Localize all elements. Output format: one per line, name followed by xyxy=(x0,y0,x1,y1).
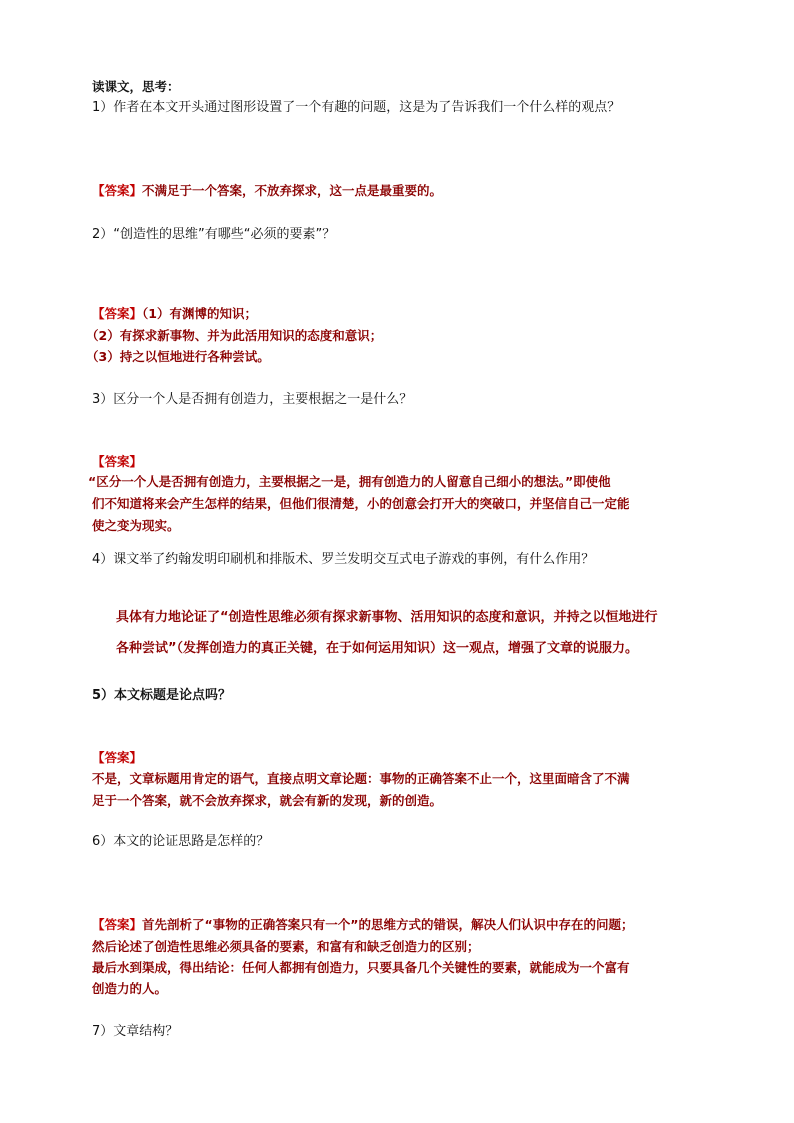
question-2: 2）“创造性的思维”有哪些“必须的要素”？ xyxy=(92,227,336,242)
answer-3-line-3: 使之变为现实。 xyxy=(92,518,180,533)
answer-tag: 【答案】 xyxy=(92,183,143,198)
answer-6-line-1 xyxy=(92,917,633,933)
answer-3-line-1: “区分一个人是否拥有创造力，主要根据之一是，拥有创造力的人留意自己细小的想法。”即使他 xyxy=(88,474,611,489)
answer-1-text: 不满足于一个答案，不放弃探求，这一点是最重要的。 xyxy=(142,183,443,198)
answer-4-line-2: 各种尝试”（发挥创造力的真正关键，在于如何运用知识）这一观点，增强了文章的说服力。 xyxy=(116,641,639,656)
answer-6-line-3: 最后水到渠成，得出结论：任何人都拥有创造力，只要具备几个关键性的要素，就能成为一个富有 xyxy=(92,960,630,975)
section-heading: 读课文，思考： xyxy=(92,79,180,94)
question-7: 7）文章结构？ xyxy=(92,1024,179,1039)
answer-2-text-1: （1）有渊博的知识； xyxy=(142,306,257,321)
answer-6-line-4: 创造力的人。 xyxy=(92,981,168,996)
question-3: 3）区分一个人是否拥有创造力，主要根据之一是什么？ xyxy=(92,392,413,407)
answer-6-text-1: 首先剖析了“事物的正确答案只有一个”的思维方式的错误，解决人们认识中存在的问题； xyxy=(142,917,634,932)
question-5: 5）本文标题是论点吗？ xyxy=(92,688,232,703)
answer-4-line-1: 具体有力地论证了“创造性思维必须有探求新事物、活用知识的态度和意识，并持之以恒地进行 xyxy=(116,610,658,625)
answer-1 xyxy=(92,183,442,199)
answer-3-line-2: 们不知道将来会产生怎样的结果，但他们很清楚，小的创意会打开大的突破口，并坚信自己一定能 xyxy=(92,496,630,511)
answer-tag: 【答案】 xyxy=(92,750,143,765)
answer-2-line-3: （3）持之以恒地进行各种尝试。 xyxy=(86,349,270,364)
question-4: 4）课文举了约翰发明印刷机和排版术、罗兰发明交互式电子游戏的事例，有什么作用？ xyxy=(92,552,595,567)
question-1: 1）作者在本文开头通过图形设置了一个有趣的问题，这是为了告诉我们一个什么样的观点？ xyxy=(92,100,621,115)
answer-tag: 【答案】 xyxy=(92,306,143,321)
question-6: 6）本文的论证思路是怎样的？ xyxy=(92,834,270,849)
answer-2-line-1 xyxy=(92,306,257,322)
answer-6-line-2: 然后论述了创造性思维必须具备的要素，和富有和缺乏创造力的区别； xyxy=(92,939,480,954)
answer-tag: 【答案】 xyxy=(92,917,143,932)
answer-2-line-2: （2）有探求新事物、并为此活用知识的态度和意识； xyxy=(86,328,383,343)
answer-5-line-1: 不是，文章标题用肯定的语气，直接点明文章论题：事物的正确答案不止一个，这里面暗含了不满 xyxy=(92,771,630,786)
answer-tag: 【答案】 xyxy=(92,454,143,469)
answer-5-line-2: 足于一个答案，就不会放弃探求，就会有新的发现，新的创造。 xyxy=(92,793,443,808)
answer-5-tag xyxy=(92,750,142,766)
answer-3-tag xyxy=(92,454,142,470)
